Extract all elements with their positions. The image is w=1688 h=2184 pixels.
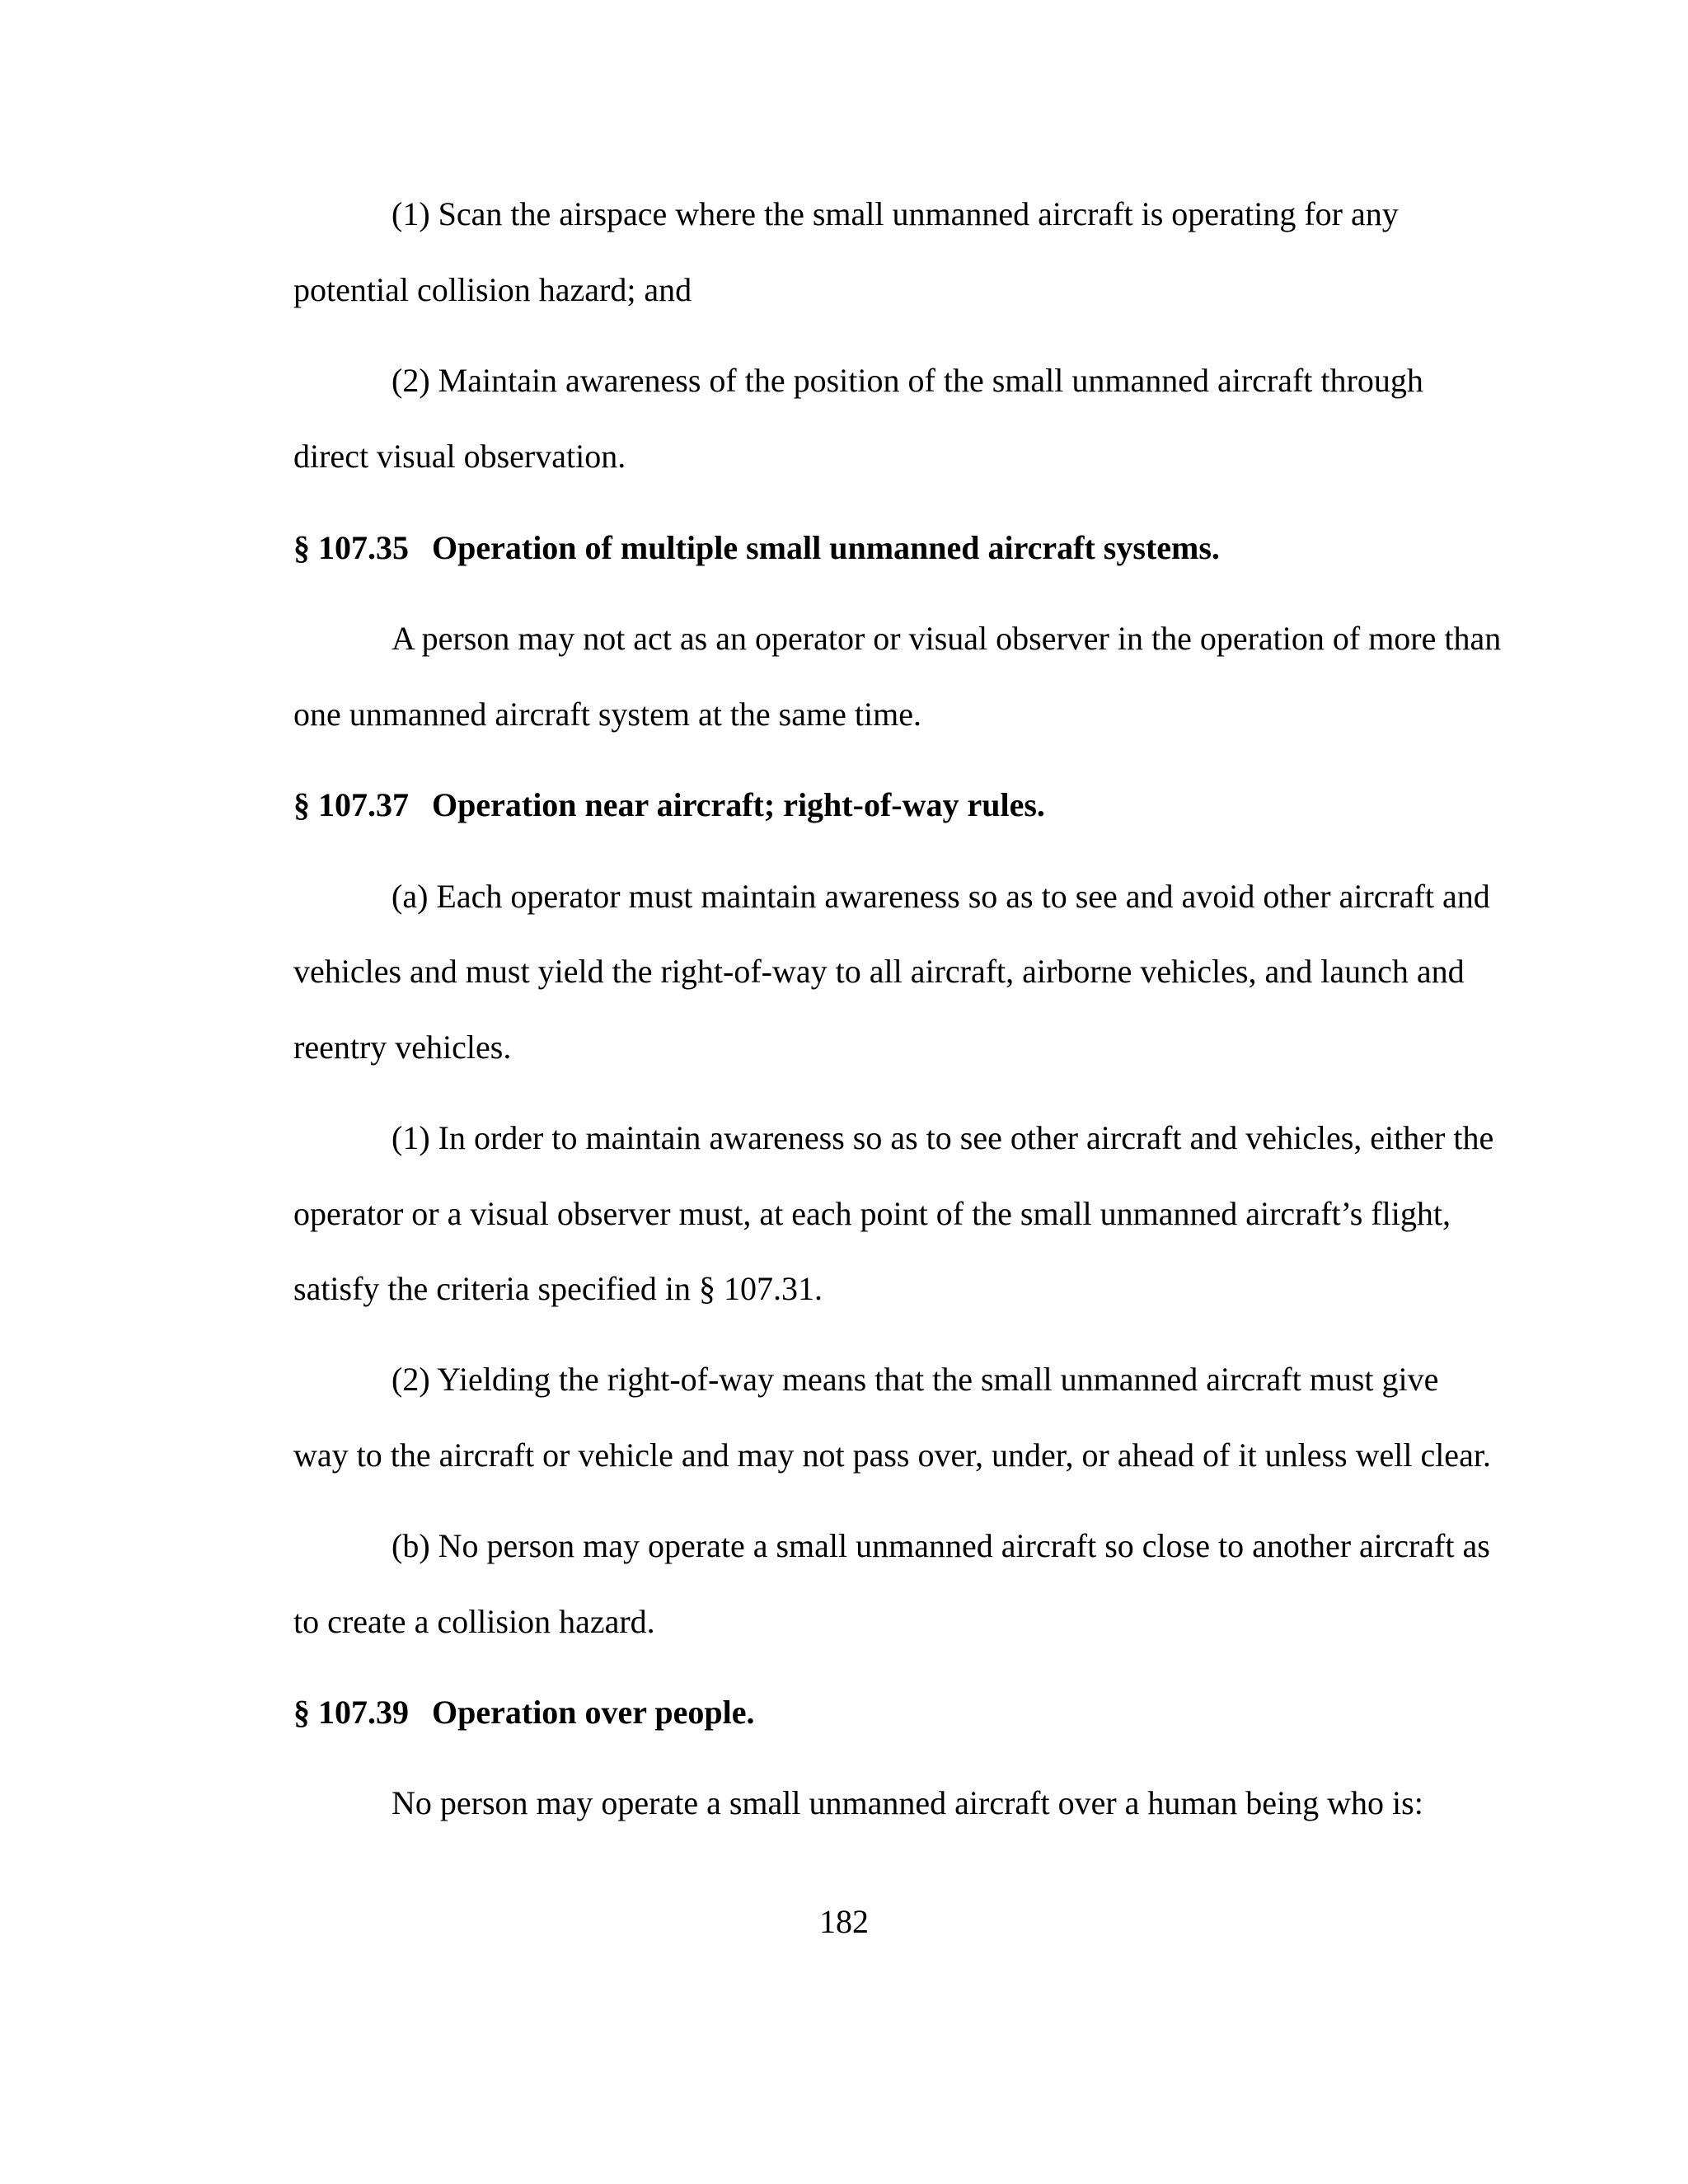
paragraph-line: (a) Each operator must maintain awareness so as to see and avoid other aircraft and [392, 878, 1490, 915]
paragraph-line: to create a collision hazard. [293, 1603, 655, 1640]
section-heading [293, 785, 1045, 825]
section-title: Operation over people. [432, 1694, 755, 1731]
paragraph-line: A person may not act as an operator or visual observer in the operation of more than [392, 620, 1502, 657]
paragraph-line: reentry vehicles. [293, 1029, 512, 1066]
paragraph-line: (2) Maintain awareness of the position of the small unmanned aircraft through [392, 362, 1423, 399]
section-heading [293, 528, 1220, 568]
paragraph-line: direct visual observation. [293, 438, 626, 475]
paragraph-line: way to the aircraft or vehicle and may not pass over, under, or ahead of it unless well clear. [293, 1436, 1491, 1474]
paragraph-line: No person may operate a small unmanned aircraft over a human being who is: [392, 1784, 1423, 1821]
paragraph-line: (2) Yielding the right-of-way means that the small unmanned aircraft must give [392, 1361, 1439, 1398]
section-number: § 107.39 [293, 1694, 409, 1731]
section-title: Operation near aircraft; right-of-way rules. [432, 786, 1045, 823]
paragraph-line: satisfy the criteria specified in § 107.31. [293, 1270, 823, 1307]
section-title: Operation of multiple small unmanned aircraft systems. [432, 529, 1220, 566]
paragraph-line: operator or a visual observer must, at each point of the small unmanned aircraft’s flight, [293, 1195, 1451, 1232]
section-heading [293, 1693, 754, 1732]
page-number: 182 [819, 1903, 869, 1940]
section-number: § 107.35 [293, 529, 409, 566]
paragraph-line: (b) No person may operate a small unmanned aircraft so close to another aircraft as [392, 1527, 1490, 1564]
paragraph-line: vehicles and must yield the right-of-way to all aircraft, airborne vehicles, and launch and [293, 953, 1465, 990]
section-number: § 107.37 [293, 786, 409, 823]
paragraph-line: (1) Scan the airspace where the small unmanned aircraft is operating for any [392, 195, 1399, 232]
paragraph-line: (1) In order to maintain awareness so as to see other aircraft and vehicles, either the [392, 1119, 1494, 1156]
paragraph-line: potential collision hazard; and [293, 271, 692, 308]
paragraph-line: one unmanned aircraft system at the same time. [293, 696, 921, 733]
